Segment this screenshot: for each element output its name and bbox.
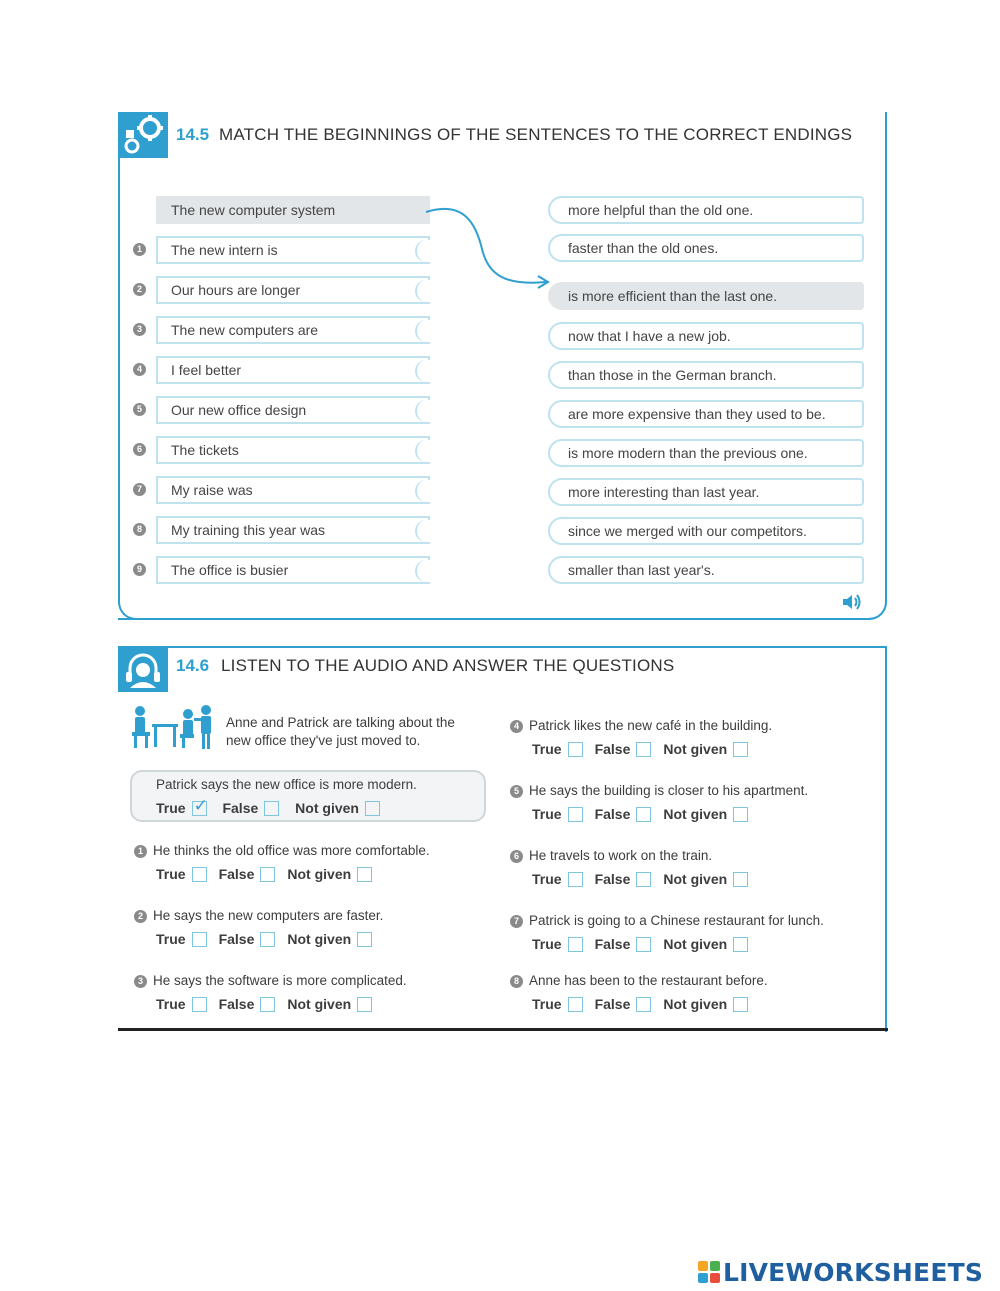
option-label: Not given <box>663 871 728 887</box>
true-checkbox[interactable] <box>568 872 583 887</box>
match-exercise-section <box>118 112 888 622</box>
answer-options <box>532 871 760 887</box>
option-label: True <box>156 866 186 882</box>
option-label: True <box>532 871 562 887</box>
sentence-beginning-text: Our hours are longer <box>171 282 301 298</box>
sentence-ending[interactable]: smaller than last year's. <box>548 556 864 584</box>
sentence-ending[interactable]: than those in the German branch. <box>548 361 864 389</box>
sentence-beginning-text: I feel better <box>171 362 242 378</box>
sentence-beginning[interactable] <box>156 316 430 344</box>
option-label: False <box>594 741 631 757</box>
option-label: True <box>532 806 562 822</box>
false-checkbox[interactable] <box>260 997 275 1012</box>
false-checkbox[interactable] <box>636 937 651 952</box>
item-number: 4 <box>133 363 146 376</box>
exercise-intro: Anne and Patrick are talking about the new office they've just moved to. <box>226 715 455 748</box>
false-checkbox[interactable] <box>264 801 279 816</box>
option-label: Not given <box>663 996 728 1012</box>
sentence-beginning-text: My training this year was <box>171 522 326 538</box>
option-not-given <box>663 936 748 952</box>
sentence-beginning[interactable] <box>156 436 430 464</box>
office-people-icon <box>130 704 216 750</box>
question-text: He says the new computers are faster. <box>153 908 384 923</box>
question-text: Patrick is going to a Chinese restaurant for lunch. <box>529 913 824 928</box>
not-given-checkbox[interactable] <box>733 937 748 952</box>
question-number: 5 <box>510 785 523 798</box>
sentence-beginning[interactable] <box>156 396 430 424</box>
option-label: False <box>594 936 631 952</box>
question-text: He says the building is closer to his apartment. <box>529 783 809 798</box>
option-label: False <box>594 871 631 887</box>
true-checkbox[interactable] <box>568 807 583 822</box>
listening-exercise-section <box>118 646 888 1034</box>
true-checkbox[interactable] <box>192 796 208 816</box>
option-label: False <box>218 866 255 882</box>
option-false: False <box>222 800 279 816</box>
checkmark-icon: ✓ <box>193 796 208 815</box>
connector-notch <box>415 240 431 262</box>
sentence-beginning[interactable] <box>156 236 430 264</box>
option-label: True <box>532 936 562 952</box>
answer-options <box>156 931 384 947</box>
question-text: Patrick likes the new café in the building. <box>529 718 773 733</box>
example-question <box>130 770 486 822</box>
sentence-ending[interactable]: faster than the old ones. <box>548 234 864 262</box>
option-false <box>595 741 652 757</box>
option-true <box>156 866 207 882</box>
not-given-checkbox[interactable] <box>365 801 380 816</box>
false-checkbox[interactable] <box>636 807 651 822</box>
answer-options <box>532 936 760 952</box>
sentence-ending[interactable]: since we merged with our competitors. <box>548 517 864 545</box>
item-number: 1 <box>133 243 146 256</box>
question-number: 2 <box>134 910 147 923</box>
not-given-checkbox[interactable] <box>357 997 372 1012</box>
option-label: Not given <box>663 741 728 757</box>
sentence-ending[interactable]: are more expensive than they used to be. <box>548 400 864 428</box>
connector-notch <box>415 480 431 502</box>
sentence-ending[interactable]: more helpful than the old one. <box>548 196 864 224</box>
connector-notch <box>415 440 431 462</box>
option-not-given <box>663 806 748 822</box>
question <box>134 908 383 923</box>
question <box>510 913 824 928</box>
not-given-checkbox[interactable] <box>357 867 372 882</box>
question-text: He travels to work on the train. <box>529 848 713 863</box>
answer-options <box>532 996 760 1012</box>
option-true <box>156 931 207 947</box>
item-number: 8 <box>133 523 146 536</box>
item-number: 9 <box>133 563 146 576</box>
false-checkbox[interactable] <box>260 932 275 947</box>
question-number: 8 <box>510 975 523 988</box>
sentence-beginning[interactable] <box>156 276 430 304</box>
true-checkbox[interactable] <box>192 867 207 882</box>
connector-notch <box>415 400 431 422</box>
option-not-given: Not given <box>295 800 380 816</box>
sentence-ending[interactable]: more interesting than last year. <box>548 478 864 506</box>
headphones-icon <box>118 646 168 692</box>
option-false <box>219 931 276 947</box>
question <box>510 783 808 798</box>
question-number: 7 <box>510 915 523 928</box>
item-number: 7 <box>133 483 146 496</box>
connector-notch <box>415 320 431 342</box>
example-beginning-text: The new computer system <box>171 202 336 218</box>
option-not-given <box>663 996 748 1012</box>
sentence-beginning[interactable] <box>156 516 430 544</box>
option-label: False <box>594 806 631 822</box>
question <box>510 718 772 733</box>
option-true <box>532 806 583 822</box>
example-options <box>156 796 392 816</box>
option-not-given <box>663 741 748 757</box>
question-number: 3 <box>134 975 147 988</box>
connector-notch <box>415 520 431 542</box>
true-checkbox[interactable] <box>192 932 207 947</box>
not-given-checkbox[interactable] <box>733 807 748 822</box>
not-given-checkbox[interactable] <box>733 742 748 757</box>
answer-options <box>156 996 384 1012</box>
option-true <box>156 996 207 1012</box>
section-number: 14.6 <box>176 656 210 675</box>
section-bottom-rule <box>118 1028 888 1031</box>
option-label: True <box>156 996 186 1012</box>
item-number: 3 <box>133 323 146 336</box>
item-number: 5 <box>133 403 146 416</box>
question <box>134 843 430 858</box>
example-arrow-icon <box>424 204 554 294</box>
sentence-beginning-text: Our new office design <box>171 402 307 418</box>
sentence-beginning-text: The tickets <box>171 442 239 458</box>
item-number: 2 <box>133 283 146 296</box>
not-given-checkbox[interactable] <box>733 997 748 1012</box>
false-checkbox[interactable] <box>260 867 275 882</box>
option-label: False <box>218 996 255 1012</box>
option-false <box>219 866 276 882</box>
option-false <box>595 936 652 952</box>
question-number: 6 <box>510 850 523 863</box>
connector-notch <box>415 560 431 582</box>
liveworksheets-logo-icon <box>698 1261 720 1283</box>
sentence-beginning[interactable] <box>156 476 430 504</box>
example-beginning <box>156 196 430 224</box>
option-label: Not given <box>287 996 352 1012</box>
option-not-given <box>287 931 372 947</box>
option-not-given <box>287 996 372 1012</box>
sentence-beginning-text: The office is busier <box>171 562 289 578</box>
not-given-checkbox[interactable] <box>733 872 748 887</box>
answer-options <box>156 866 384 882</box>
option-label: False <box>594 996 631 1012</box>
connector-notch <box>415 360 431 382</box>
option-label: True <box>532 996 562 1012</box>
gears-icon <box>118 112 168 158</box>
option-label: Not given <box>287 931 352 947</box>
speaker-icon[interactable] <box>842 594 862 610</box>
question-text: Anne has been to the restaurant before. <box>529 973 768 988</box>
option-label: True <box>156 931 186 947</box>
option-true <box>532 871 583 887</box>
option-label: Not given <box>663 806 728 822</box>
option-label: Not given <box>287 866 352 882</box>
answer-options <box>532 806 760 822</box>
example-question-text: Patrick says the new office is more modern. <box>156 777 417 792</box>
option-false <box>595 871 652 887</box>
option-label: False <box>218 931 255 947</box>
false-checkbox[interactable] <box>636 872 651 887</box>
true-checkbox[interactable] <box>568 742 583 757</box>
sentence-beginning[interactable] <box>156 356 430 384</box>
brand-text: LIVEWORKSHEETS <box>723 1257 984 1287</box>
option-false <box>595 806 652 822</box>
option-true <box>532 741 583 757</box>
true-checkbox[interactable] <box>568 937 583 952</box>
sentence-ending[interactable]: is more modern than the previous one. <box>548 439 864 467</box>
answer-options <box>532 741 760 757</box>
question <box>510 848 712 863</box>
option-true <box>532 936 583 952</box>
option-false <box>219 996 276 1012</box>
option-label: True <box>532 741 562 757</box>
sentence-beginning-text: The new computers are <box>171 322 319 338</box>
false-checkbox[interactable] <box>636 742 651 757</box>
section-title: LISTEN TO THE AUDIO AND ANSWER THE QUESTIONS <box>221 656 675 675</box>
section-number: 14.5 <box>176 125 210 144</box>
true-checkbox[interactable] <box>192 997 207 1012</box>
sentence-ending[interactable]: is more efficient than the last one. <box>548 282 864 310</box>
question-number: 1 <box>134 845 147 858</box>
option-false <box>595 996 652 1012</box>
option-not-given <box>663 871 748 887</box>
sentence-ending[interactable]: now that I have a new job. <box>548 322 864 350</box>
not-given-checkbox[interactable] <box>357 932 372 947</box>
question <box>510 973 768 988</box>
question-number: 4 <box>510 720 523 733</box>
option-label: Not given <box>663 936 728 952</box>
sentence-beginning[interactable] <box>156 556 430 584</box>
item-number: 6 <box>133 443 146 456</box>
connector-notch <box>415 280 431 302</box>
question-text: He thinks the old office was more comfortable. <box>153 843 430 858</box>
question-text: He says the software is more complicated. <box>153 973 407 988</box>
sentence-beginning-text: My raise was <box>171 482 253 498</box>
option-true <box>532 996 583 1012</box>
true-checkbox[interactable] <box>568 997 583 1012</box>
section-title: MATCH THE BEGINNINGS OF THE SENTENCES TO THE CORRECT ENDINGS <box>219 125 853 144</box>
sentence-beginning-text: The new intern is <box>171 242 278 258</box>
option-not-given <box>287 866 372 882</box>
false-checkbox[interactable] <box>636 997 651 1012</box>
option-true: True ✓ <box>156 796 208 816</box>
question <box>134 973 407 988</box>
brand-logo <box>698 1257 983 1287</box>
